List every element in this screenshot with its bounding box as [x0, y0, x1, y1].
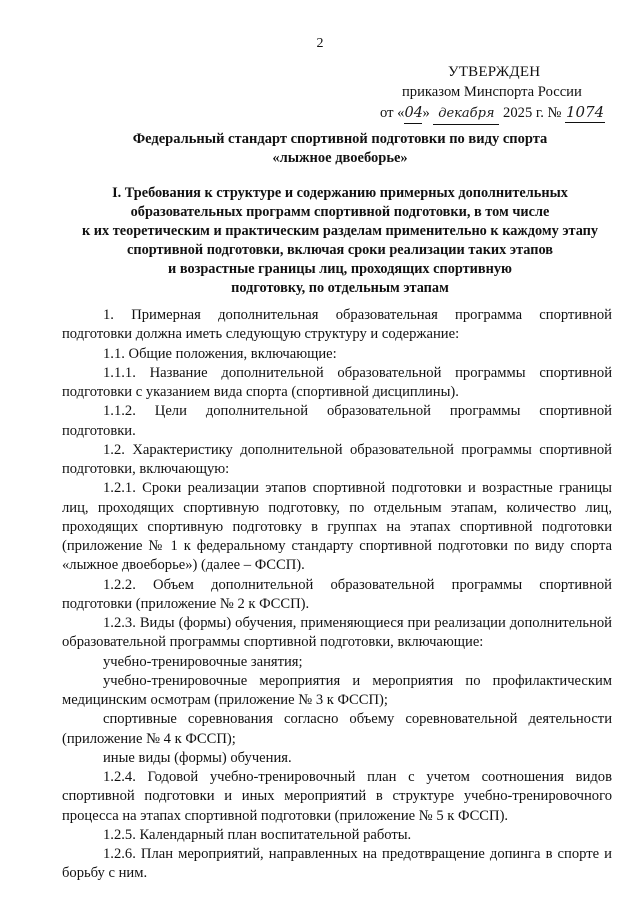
date-prefix: от «	[380, 105, 405, 121]
handwritten-order-number: 1074	[566, 103, 605, 121]
paragraph: 1.1.1. Название дополнительной образовательной программы спортивной подготовки с указанием вида спорта (спортивной дисциплины).	[62, 364, 612, 400]
section-title-line: и возрастные границы лиц, проходящих спортивную	[168, 261, 512, 277]
paragraph: 1.1.2. Цели дополнительной образовательной программы спортивной подготовки.	[62, 403, 612, 439]
date-day-suffix: »	[422, 105, 430, 121]
paragraph: 1.2.4. Годовой учебно-тренировочный план с учетом соотношения видов спортивной подготовки и иных мероприятий в структуре учебно-тренировочного процесса на этапах спортивной подготовки (приложение № 5 к ФССП).	[62, 769, 612, 824]
document-title-line: «лыжное двоеборье»	[272, 150, 408, 166]
handwritten-day: 04	[404, 103, 422, 124]
paragraph: 1.2.6. План мероприятий, направленных на предотвращение допинга в спорте и борьбу с ним.	[62, 846, 612, 882]
page-number: 2	[316, 36, 324, 51]
paragraph: 1.2. Характеристику дополнительной образовательной программы спортивной подготовки, включающую:	[62, 441, 612, 477]
paragraph: 1.2.1. Сроки реализации этапов спортивной подготовки и возрастные границы лиц, проходящих спортивную подготовку, по отдельным этапам, количество лиц, проходящих спортивную подготовку в группах на этапах спортивной подготовки (приложение № 1 к федеральному стандарту спортивной подготовки по виду спорта «лыжное двоеборье») (далее – ФССП).	[62, 480, 612, 574]
approval-order-line: приказом Минспорта России	[402, 84, 582, 100]
section-title	[60, 184, 620, 298]
section-title-line: образовательных программ спортивной подготовки, в том числе	[130, 204, 550, 220]
document-title-line: Федеральный стандарт спортивной подготовки по виду спорта	[132, 131, 548, 147]
paragraph: 1.1. Общие положения, включающие:	[103, 345, 337, 362]
section-title-line: к их теоретическим и практическим разделам применительно к каждому этапу	[81, 223, 599, 239]
paragraph: 1.2.5. Календарный план воспитательной работы.	[103, 826, 412, 843]
paragraph: 1. Примерная дополнительная образовательная программа спортивной подготовки должна иметь следующую структуру и содержание:	[62, 307, 612, 343]
section-title-line: подготовку, по отдельным этапам	[231, 280, 449, 296]
handwritten-month: декабря	[433, 104, 499, 125]
paragraph: спортивные соревнования согласно объему соревновательной деятельности (приложение № 4 к ФССП);	[62, 711, 612, 747]
document-title	[60, 130, 620, 168]
paragraph: учебно-тренировочные мероприятия и мероприятия по профилактическим медицинским осмотрам (приложение № 3 к ФССП);	[62, 672, 612, 708]
paragraph: учебно-тренировочные занятия;	[103, 653, 303, 670]
document-body	[62, 306, 612, 884]
section-title-line: спортивной подготовки, включая сроки реализации таких этапов	[127, 242, 553, 258]
paragraph: 1.2.3. Виды (формы) обучения, применяющиеся при реализации дополнительной образовательной программы спортивной подготовки, включающие:	[62, 615, 612, 651]
approval-stamp	[380, 62, 620, 125]
paragraph: иные виды (формы) обучения.	[103, 749, 292, 766]
date-year-text: 2025 г. №	[503, 105, 562, 121]
approval-title: УТВЕРЖДЕН	[448, 64, 541, 80]
section-title-line: I. Требования к структуре и содержанию примерных дополнительных	[112, 185, 568, 201]
paragraph: 1.2.2. Объем дополнительной образовательной программы спортивной подготовки (приложение № 2 к ФССП).	[62, 576, 612, 612]
approval-date-line	[380, 102, 620, 125]
